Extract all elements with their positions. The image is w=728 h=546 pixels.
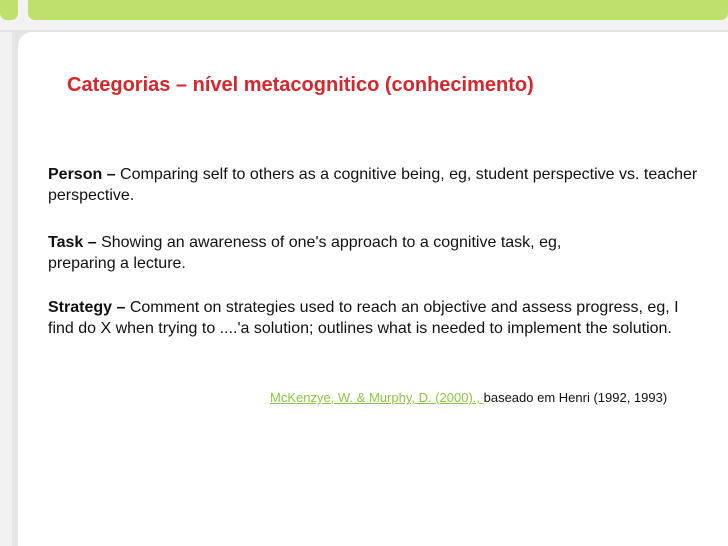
slide-title: Categorias – nível metacognitico (conhecimento)	[67, 74, 534, 96]
citation	[270, 390, 667, 405]
category-task	[48, 232, 578, 274]
citation-text: baseado em Henri (1992, 1993)	[483, 390, 668, 405]
category-person	[48, 164, 708, 206]
category-term: Task –	[48, 234, 97, 251]
slide-canvas	[18, 32, 728, 546]
category-description: Comment on strategies used to reach an objective and assess progress, eg, I find do X when trying to ....'a solution; outlines what is needed to implement the solution.	[48, 299, 679, 337]
left-decor-strip	[0, 32, 12, 546]
decor-tab	[28, 0, 728, 20]
category-description: Showing an awareness of one's approach to a cognitive task, eg, preparing a lecture.	[48, 234, 562, 272]
category-strategy	[48, 297, 708, 339]
top-decor-bar	[0, 0, 728, 30]
category-term: Person –	[48, 166, 116, 183]
citation-link[interactable]: McKenzye, W. & Murphy, D. (2000).,	[270, 390, 484, 405]
category-description: Comparing self to others as a cognitive being, eg, student perspective vs. teacher perspective.	[48, 166, 698, 204]
category-term: Strategy –	[48, 299, 126, 316]
decor-tab	[0, 0, 18, 20]
